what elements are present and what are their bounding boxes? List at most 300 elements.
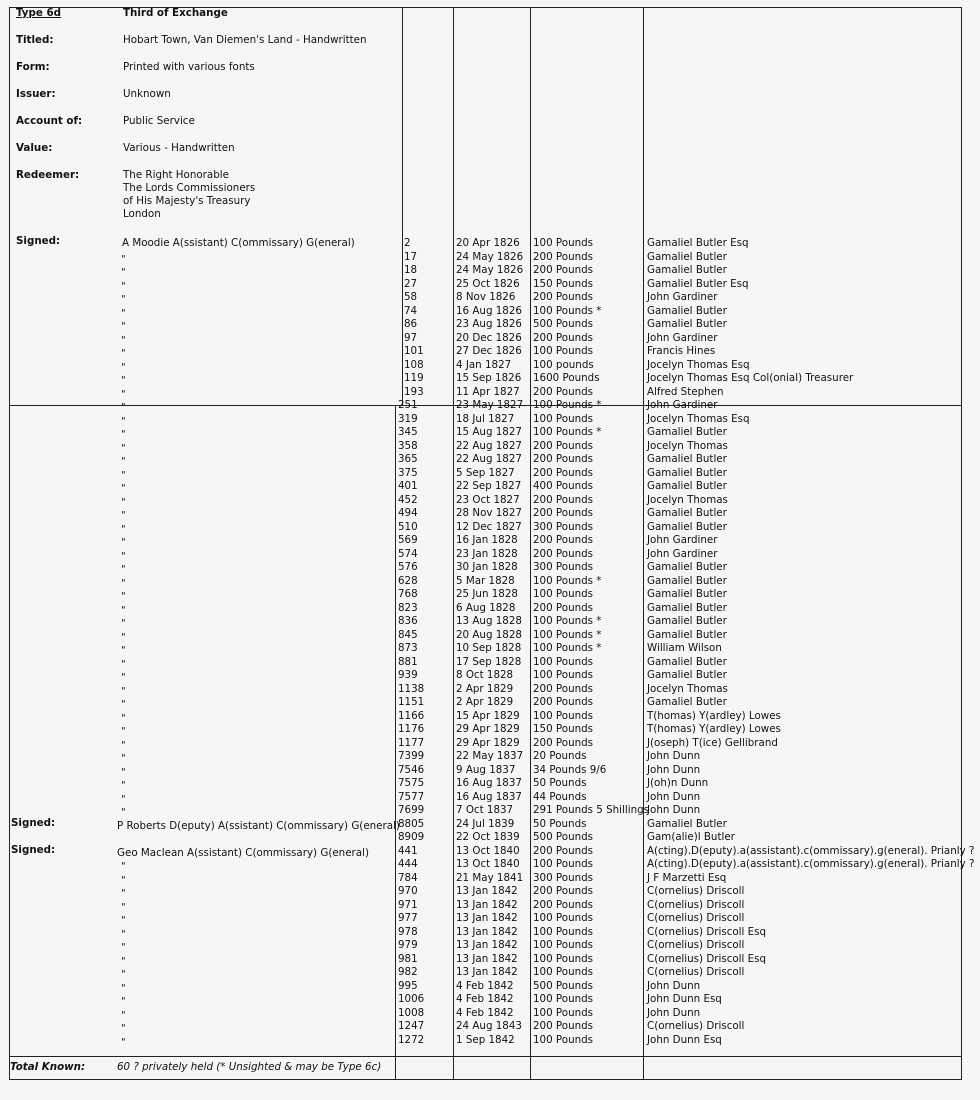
row-payee: Jocelyn Thomas [647, 439, 728, 452]
row-number: 441 [398, 844, 418, 857]
row-payee: Gamaliel Butler [647, 628, 727, 641]
row-value: 100 Pounds * [533, 574, 602, 587]
row-number: 108 [404, 358, 424, 371]
row-payee: Gamaliel Butler [647, 696, 727, 708]
row-payee: John Dunn [647, 763, 701, 776]
row-number: 836 [398, 615, 418, 627]
ditto-mark: " [121, 874, 126, 886]
ditto-mark: " [121, 928, 126, 940]
row-value: 100 Pounds * [533, 628, 602, 641]
type-label: Type 6d [16, 7, 61, 19]
row-payee: C(ornelius) Driscoll [647, 898, 745, 911]
row-number: 971 [398, 898, 418, 911]
column-divider [643, 7, 644, 1080]
row-value: 100 Pounds [533, 912, 594, 924]
ditto-mark: " [121, 888, 126, 899]
row-payee: John Dunn Esq [647, 993, 722, 1005]
ditto-mark: " [121, 429, 126, 440]
row-date: 16 Aug 1837 [456, 790, 522, 803]
row-payee: Gamaliel Butler Esq [647, 277, 749, 290]
row-date: 28 Nov 1827 [456, 507, 522, 519]
row-payee: Gamaliel Butler [647, 574, 727, 587]
row-number: 494 [398, 507, 418, 519]
row-value: 34 Pounds 9/6 [533, 763, 607, 776]
ditto-mark: " [121, 510, 126, 521]
ditto-mark: " [121, 523, 126, 535]
row-payee: John Dunn [647, 979, 701, 992]
row-value: 200 Pounds [533, 898, 594, 911]
row-value: 200 Pounds [533, 453, 594, 465]
row-date: 25 Oct 1826 [456, 277, 520, 290]
row-value: 100 Pounds [533, 412, 594, 425]
titled-label: Titled: [16, 34, 54, 46]
row-number: 970 [398, 885, 418, 897]
row-value: 100 pounds [533, 358, 594, 371]
row-date: 24 May 1826 [456, 264, 524, 276]
row-date: 13 Jan 1842 [456, 952, 518, 965]
row-value: 200 Pounds [533, 844, 594, 857]
row-value: 300 Pounds [533, 520, 594, 533]
row-value: 1600 Pounds [533, 372, 600, 384]
row-payee: John Dunn [647, 790, 701, 803]
row-payee: Gamaliel Butler [647, 507, 727, 519]
row-date: 25 Jun 1828 [456, 588, 518, 600]
row-number: 193 [404, 385, 424, 398]
row-payee: John Gardiner [647, 291, 718, 303]
ditto-mark: " [121, 861, 126, 872]
row-date: 29 Apr 1829 [456, 736, 520, 749]
row-value: 200 Pounds [533, 1020, 594, 1032]
row-value: 50 Pounds [533, 777, 587, 789]
signed-label: Signed: [11, 844, 56, 856]
row-number: 1166 [398, 709, 425, 722]
row-number: 1176 [398, 723, 425, 735]
ditto-mark: " [121, 780, 126, 791]
row-number: 365 [398, 453, 418, 465]
ditto-mark: " [121, 901, 126, 913]
row-value: 500 Pounds [533, 979, 594, 992]
row-number: 101 [404, 345, 424, 357]
row-number: 2 [404, 237, 411, 249]
ditto-mark: " [121, 955, 126, 967]
row-payee: John Gardiner [647, 547, 718, 560]
row-date: 13 Jan 1842 [456, 885, 518, 897]
row-payee: Alfred Stephen [647, 385, 724, 398]
row-payee: Jocelyn Thomas Esq [647, 358, 750, 371]
row-number: 97 [404, 331, 418, 344]
row-payee: Gamaliel Butler [647, 520, 727, 533]
row-value: 100 Pounds * [533, 426, 602, 438]
ditto-mark: " [121, 388, 126, 400]
column-divider [395, 406, 396, 1080]
row-date: 1 Sep 1842 [456, 1033, 515, 1046]
row-date: 4 Feb 1842 [456, 979, 514, 992]
row-payee: Francis Hines [647, 345, 716, 357]
row-number: 979 [398, 939, 418, 951]
row-number: 8909 [398, 831, 425, 843]
redeemer-line: London [123, 208, 161, 220]
row-value: 300 Pounds [533, 561, 594, 573]
row-number: 345 [398, 426, 418, 438]
row-value: 100 Pounds * [533, 399, 602, 411]
row-date: 2 Apr 1829 [456, 682, 514, 695]
ditto-mark: " [121, 375, 126, 386]
row-date: 6 Aug 1828 [456, 601, 516, 614]
row-payee: Gamaliel Butler [647, 453, 727, 465]
row-date: 30 Jan 1828 [456, 561, 518, 573]
row-value: 44 Pounds [533, 790, 587, 803]
row-value: 200 Pounds [533, 534, 594, 546]
form-label: Form: [16, 61, 50, 73]
row-number: 7577 [398, 790, 425, 803]
row-payee: Jocelyn Thomas [647, 682, 728, 695]
account-value: Public Service [123, 115, 195, 127]
row-number: 977 [398, 912, 418, 924]
row-payee: A(cting).D(eputy).a(assistant).c(ommissary).g(eneral). Prianly ? [647, 844, 975, 857]
ditto-mark: " [121, 807, 126, 818]
row-value: 100 Pounds [533, 1006, 594, 1019]
row-value: 100 Pounds * [533, 642, 602, 654]
ditto-mark: " [121, 253, 126, 265]
row-date: 22 Aug 1827 [456, 439, 522, 452]
row-value: 200 Pounds [533, 439, 594, 452]
row-payee: C(ornelius) Driscoll Esq [647, 952, 767, 965]
row-payee: Gamaliel Butler [647, 817, 727, 830]
row-date: 15 Sep 1826 [456, 372, 522, 384]
ditto-mark: " [121, 753, 126, 764]
row-value: 200 Pounds [533, 331, 594, 344]
row-number: 17 [404, 250, 418, 263]
row-value: 200 Pounds [533, 682, 594, 695]
row-date: 2 Apr 1829 [456, 696, 514, 708]
row-payee: Jocelyn Thomas Esq [647, 412, 750, 425]
ditto-mark: " [121, 739, 126, 751]
column-divider [453, 7, 454, 1080]
row-date: 13 Oct 1840 [456, 858, 520, 870]
total-value: 60 ? privately held (* Unsighted & may be Type 6c) [117, 1061, 382, 1073]
type-value: Third of Exchange [123, 7, 228, 19]
ditto-mark: " [121, 1009, 126, 1021]
row-value: 150 Pounds [533, 277, 594, 290]
column-divider [402, 7, 403, 406]
row-payee: C(ornelius) Driscoll [647, 939, 745, 951]
row-value: 200 Pounds [533, 696, 594, 708]
row-number: 995 [398, 979, 418, 992]
ditto-mark: " [121, 942, 126, 953]
ditto-mark: " [121, 294, 126, 305]
row-value: 200 Pounds [533, 264, 594, 276]
row-number: 628 [398, 574, 418, 587]
row-number: 251 [398, 399, 418, 411]
row-date: 15 Aug 1827 [456, 426, 522, 438]
row-number: 452 [398, 493, 418, 506]
row-value: 100 Pounds * [533, 615, 602, 627]
ditto-mark: " [121, 672, 126, 683]
row-date: 24 May 1826 [456, 250, 524, 263]
row-value: 500 Pounds [533, 318, 594, 330]
ditto-mark: " [121, 361, 126, 373]
ditto-mark: " [121, 766, 126, 778]
row-date: 22 Aug 1827 [456, 453, 522, 465]
ditto-mark: " [121, 456, 126, 467]
row-payee: John Dunn [647, 1006, 701, 1019]
ditto-mark: " [121, 469, 126, 481]
row-payee: Jocelyn Thomas Esq Col(onial) Treasurer [647, 372, 854, 384]
row-payee: Gamaliel Butler [647, 304, 727, 317]
row-number: 74 [404, 304, 418, 317]
ditto-mark: " [121, 726, 126, 737]
row-payee: Gamaliel Butler [647, 615, 727, 627]
value-label: Value: [16, 142, 53, 154]
row-date: 4 Jan 1827 [456, 358, 512, 371]
row-number: 8805 [398, 817, 425, 830]
row-payee: John Dunn [647, 804, 701, 816]
row-date: 13 Jan 1842 [456, 939, 518, 951]
row-value: 100 Pounds [533, 237, 594, 249]
row-payee: C(ornelius) Driscoll Esq [647, 925, 767, 938]
row-payee: John Gardiner [647, 534, 718, 546]
row-date: 20 Dec 1826 [456, 331, 522, 344]
ditto-mark: " [121, 712, 126, 724]
row-number: 7699 [398, 804, 425, 816]
row-value: 100 Pounds [533, 1033, 594, 1046]
row-date: 13 Jan 1842 [456, 966, 518, 978]
row-payee: Gamaliel Butler [647, 561, 727, 573]
row-value: 400 Pounds [533, 480, 594, 492]
row-number: 27 [404, 277, 418, 290]
row-payee: J F Marzetti Esq [647, 871, 727, 884]
column-divider [530, 7, 531, 1080]
ditto-mark: " [121, 645, 126, 656]
row-payee: J(oh)n Dunn [647, 777, 709, 789]
row-value: 200 Pounds [533, 385, 594, 398]
row-date: 24 Aug 1843 [456, 1020, 522, 1032]
ditto-mark: " [121, 483, 126, 494]
ditto-mark: " [121, 496, 126, 508]
row-payee: Jocelyn Thomas [647, 493, 728, 506]
ditto-mark: " [121, 604, 126, 616]
row-payee: C(ornelius) Driscoll [647, 1020, 745, 1032]
row-date: 13 Aug 1828 [456, 615, 522, 627]
row-payee: John Gardiner [647, 399, 718, 411]
row-value: 100 Pounds [533, 925, 594, 938]
account-label: Account of: [16, 115, 83, 127]
ditto-mark: " [121, 348, 126, 359]
row-value: 200 Pounds [533, 507, 594, 519]
row-date: 10 Sep 1828 [456, 642, 522, 654]
row-payee: John Dunn Esq [647, 1033, 722, 1046]
ditto-mark: " [121, 415, 126, 427]
redeemer-label: Redeemer: [16, 169, 80, 181]
row-date: 27 Dec 1826 [456, 345, 522, 357]
row-payee: Gamaliel Butler [647, 250, 727, 263]
row-date: 4 Feb 1842 [456, 1006, 514, 1019]
row-value: 100 Pounds [533, 655, 594, 668]
ditto-mark: " [121, 969, 126, 980]
row-value: 100 Pounds [533, 966, 594, 978]
row-number: 7399 [398, 750, 425, 762]
ditto-mark: " [121, 618, 126, 629]
row-value: 200 Pounds [533, 736, 594, 749]
row-date: 16 Jan 1828 [456, 534, 518, 546]
row-number: 7546 [398, 763, 425, 776]
row-date: 7 Oct 1837 [456, 804, 514, 816]
signed-label: Signed: [11, 817, 56, 829]
row-payee: Gamaliel Butler [647, 466, 727, 479]
redeemer-line: The Lords Commissioners [123, 182, 256, 194]
row-number: 982 [398, 966, 418, 978]
ditto-mark: " [121, 982, 126, 994]
total-label: Total Known: [10, 1061, 86, 1073]
ditto-mark: " [121, 334, 126, 346]
row-number: 1006 [398, 993, 425, 1005]
row-date: 9 Aug 1837 [456, 763, 516, 776]
row-number: 119 [404, 372, 424, 384]
row-payee: Gamaliel Butler [647, 601, 727, 614]
row-value: 200 Pounds [533, 466, 594, 479]
row-number: 319 [398, 412, 418, 425]
row-value: 50 Pounds [533, 817, 587, 830]
row-number: 939 [398, 669, 418, 681]
row-date: 17 Sep 1828 [456, 655, 522, 668]
row-date: 29 Apr 1829 [456, 723, 520, 735]
redeemer-line: The Right Honorable [123, 169, 229, 181]
ditto-mark: " [121, 402, 126, 413]
row-date: 23 Oct 1827 [456, 493, 520, 506]
row-number: 845 [398, 628, 418, 641]
row-number: 18 [404, 264, 418, 276]
row-payee: T(homas) Y(ardley) Lowes [647, 723, 781, 735]
row-payee: C(ornelius) Driscoll [647, 912, 745, 924]
row-date: 22 May 1837 [456, 750, 524, 762]
row-value: 20 Pounds [533, 750, 587, 762]
row-date: 16 Aug 1826 [456, 304, 522, 317]
row-value: 100 Pounds * [533, 304, 602, 317]
row-number: 978 [398, 925, 418, 938]
row-payee: Gamaliel Butler [647, 588, 727, 600]
row-number: 358 [398, 439, 418, 452]
row-date: 4 Feb 1842 [456, 993, 514, 1005]
row-value: 100 Pounds [533, 952, 594, 965]
row-value: 100 Pounds [533, 939, 594, 951]
issuer-label: Issuer: [16, 88, 56, 100]
row-date: 20 Aug 1828 [456, 628, 522, 641]
row-date: 8 Oct 1828 [456, 669, 514, 681]
row-date: 24 Jul 1839 [456, 817, 515, 830]
ditto-mark: " [121, 1023, 126, 1034]
ditto-mark: " [121, 537, 126, 548]
row-number: 784 [398, 871, 418, 884]
row-value: 200 Pounds [533, 885, 594, 897]
row-date: 20 Apr 1826 [456, 237, 520, 249]
row-payee: Gamaliel Butler Esq [647, 237, 749, 249]
row-date: 8 Nov 1826 [456, 291, 516, 303]
signer-name: A Moodie A(ssistant) C(ommissary) G(eneral) [122, 237, 355, 249]
ditto-mark: " [121, 685, 126, 697]
row-payee: John Gardiner [647, 331, 718, 344]
row-value: 100 Pounds [533, 709, 594, 722]
ditto-mark: " [121, 442, 126, 454]
row-number: 510 [398, 520, 418, 533]
row-number: 58 [404, 291, 418, 303]
issuer-value: Unknown [123, 88, 171, 100]
row-value: 500 Pounds [533, 831, 594, 843]
row-value: 200 Pounds [533, 291, 594, 303]
row-payee: Gamaliel Butler [647, 655, 727, 668]
row-payee: C(ornelius) Driscoll [647, 966, 745, 978]
ditto-mark: " [121, 321, 126, 332]
row-number: 444 [398, 858, 418, 870]
row-number: 569 [398, 534, 418, 546]
row-date: 11 Apr 1827 [456, 385, 520, 398]
row-payee: A(cting).D(eputy).a(assistant).c(ommissary).g(eneral). Prianly ? [647, 858, 975, 870]
titled-value: Hobart Town, Van Diemen's Land - Handwritten [123, 34, 367, 46]
row-payee: T(homas) Y(ardley) Lowes [647, 709, 781, 722]
form-value: Printed with various fonts [123, 61, 255, 73]
row-value: 100 Pounds [533, 993, 594, 1005]
row-number: 981 [398, 952, 418, 965]
ditto-mark: " [121, 280, 126, 292]
row-number: 768 [398, 588, 418, 600]
ditto-mark: " [121, 793, 126, 805]
row-payee: Gamaliel Butler [647, 318, 727, 330]
row-number: 401 [398, 480, 418, 492]
row-date: 16 Aug 1837 [456, 777, 522, 789]
value-value: Various - Handwritten [123, 142, 235, 154]
row-date: 13 Jan 1842 [456, 898, 518, 911]
ditto-mark: " [121, 591, 126, 602]
row-value: 200 Pounds [533, 601, 594, 614]
row-number: 576 [398, 561, 418, 573]
signer-name: Geo Maclean A(ssistant) C(ommissary) G(eneral) [117, 847, 369, 859]
ditto-mark: " [121, 658, 126, 670]
row-date: 18 Jul 1827 [456, 412, 515, 425]
row-value: 100 Pounds [533, 669, 594, 681]
row-value: 100 Pounds [533, 345, 594, 357]
row-number: 1008 [398, 1006, 425, 1019]
row-number: 375 [398, 466, 418, 479]
row-number: 1138 [398, 682, 425, 695]
row-number: 881 [398, 655, 418, 668]
row-payee: Gam(alie)l Butler [647, 831, 735, 843]
ditto-mark: " [121, 267, 126, 278]
row-value: 100 Pounds [533, 858, 594, 870]
row-date: 13 Jan 1842 [456, 912, 518, 924]
ditto-mark: " [121, 631, 126, 643]
row-date: 23 May 1827 [456, 399, 524, 411]
ditto-mark: " [121, 550, 126, 562]
row-number: 7575 [398, 777, 425, 789]
row-date: 21 May 1841 [456, 871, 524, 884]
row-payee: Gamaliel Butler [647, 669, 727, 681]
row-date: 23 Aug 1826 [456, 318, 522, 330]
row-payee: Gamaliel Butler [647, 480, 727, 492]
ditto-mark: " [121, 699, 126, 710]
row-date: 5 Mar 1828 [456, 574, 515, 587]
ditto-mark: " [121, 577, 126, 589]
row-date: 13 Oct 1840 [456, 844, 520, 857]
row-number: 1272 [398, 1033, 425, 1046]
row-number: 1177 [398, 736, 425, 749]
row-date: 22 Sep 1827 [456, 480, 522, 492]
row-payee: Gamaliel Butler [647, 426, 727, 438]
ditto-mark: " [121, 915, 126, 926]
row-number: 1151 [398, 696, 425, 708]
row-date: 12 Dec 1827 [456, 520, 522, 533]
row-payee: William Wilson [647, 642, 722, 654]
row-number: 1247 [398, 1020, 425, 1032]
signer-name: P Roberts D(eputy) A(ssistant) C(ommissary) G(eneral) [117, 820, 400, 832]
